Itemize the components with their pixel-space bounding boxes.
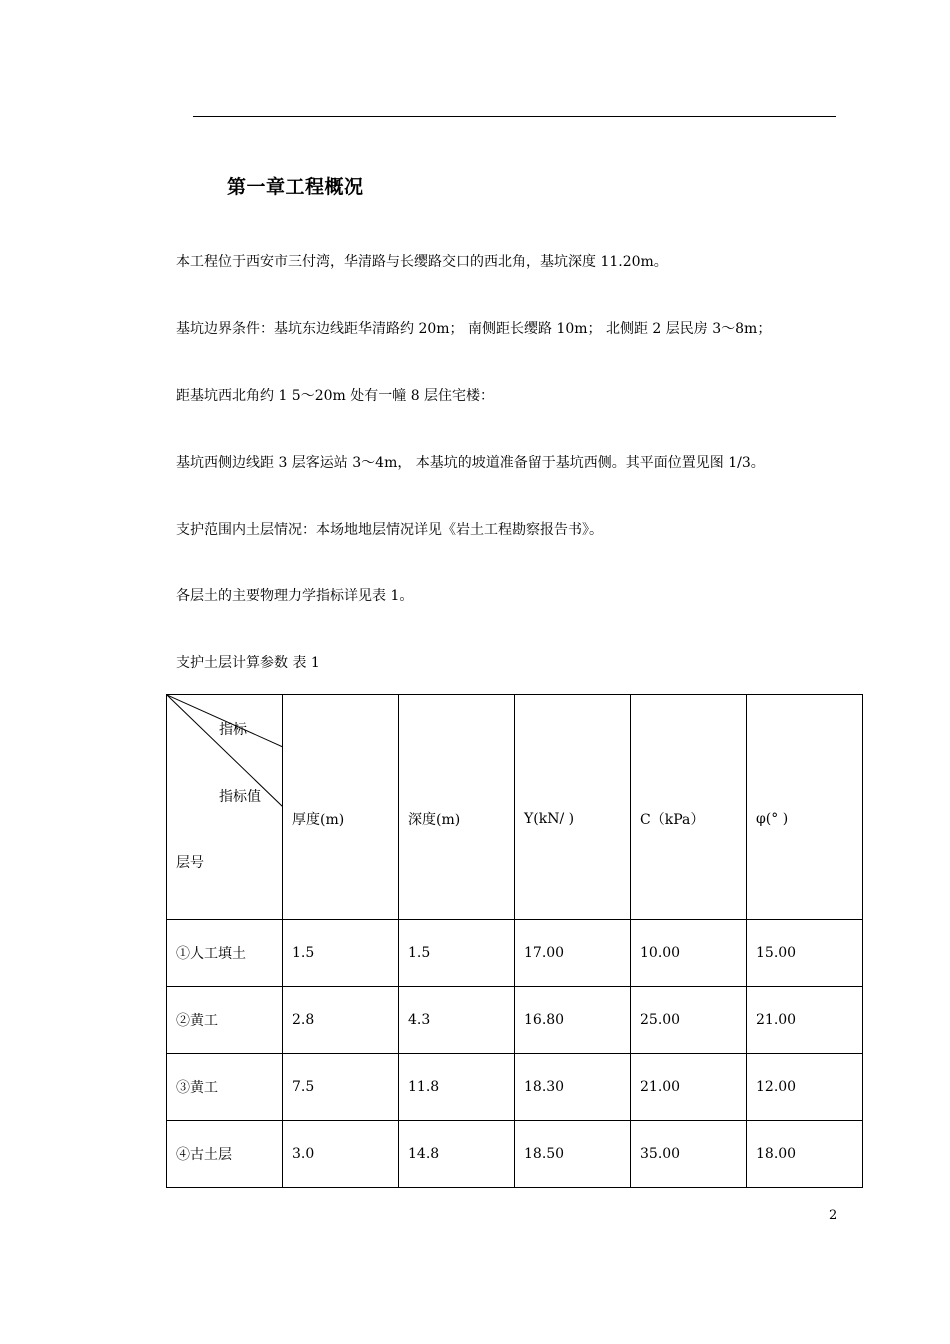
paragraph-boundary: 基坑边界条件：基坑东边线距华清路约 20m； 南侧距长缨路 10m； 北侧距 2 层民房 3～8m； bbox=[176, 321, 772, 337]
table-cell: 7.5 bbox=[283, 1054, 399, 1121]
table-cell: 4.3 bbox=[399, 987, 515, 1054]
layer-name-cell: ①人工填土 bbox=[167, 920, 283, 987]
table-cell: 21.00 bbox=[747, 987, 863, 1054]
table-cell: 11.8 bbox=[399, 1054, 515, 1121]
header-rule bbox=[193, 116, 836, 117]
layer-name-cell: ③黄工 bbox=[167, 1054, 283, 1121]
layer-name-cell: ②黄工 bbox=[167, 987, 283, 1054]
paragraph-location: 本工程位于西安市三付湾，华清路与长缨路交口的西北角，基坑深度 11.20m。 bbox=[176, 254, 668, 270]
corner-header-cell bbox=[167, 695, 283, 920]
column-header: 厚度(m) bbox=[283, 695, 399, 920]
table-cell: 3.0 bbox=[283, 1121, 399, 1188]
table-caption: 支护土层计算参数 表 1 bbox=[176, 655, 320, 671]
paragraph-west-side: 基坑西侧边线距 3 层客运站 3～4m， 本基坑的坡道准备留于基坑西侧。其平面位置见图 1/3。 bbox=[176, 455, 765, 471]
chapter-title: 第一章工程概况 bbox=[227, 176, 364, 198]
layer-name-cell: ④古土层 bbox=[167, 1121, 283, 1188]
corner-label-index: 指标 bbox=[219, 722, 247, 738]
corner-label-index-value: 指标值 bbox=[219, 789, 261, 805]
paragraph-soil-indices: 各层土的主要物理力学指标详见表 1。 bbox=[176, 588, 414, 604]
table-cell: 1.5 bbox=[399, 920, 515, 987]
corner-label-layer-no: 层号 bbox=[176, 855, 204, 871]
table-cell: 35.00 bbox=[631, 1121, 747, 1188]
table-row bbox=[167, 987, 863, 1054]
page-number: 2 bbox=[829, 1208, 838, 1223]
column-header: C（kPa） bbox=[631, 695, 747, 920]
table-cell: 15.00 bbox=[747, 920, 863, 987]
column-header: φ(° ) bbox=[747, 695, 863, 920]
table-cell: 18.00 bbox=[747, 1121, 863, 1188]
table-cell: 18.50 bbox=[515, 1121, 631, 1188]
table-row bbox=[167, 920, 863, 987]
column-header: 深度(m) bbox=[399, 695, 515, 920]
soil-parameter-table bbox=[166, 694, 863, 1188]
table-cell: 18.30 bbox=[515, 1054, 631, 1121]
table-row bbox=[167, 1054, 863, 1121]
table-cell: 2.8 bbox=[283, 987, 399, 1054]
column-header: Υ(kN/ ) bbox=[515, 695, 631, 920]
table-cell: 25.00 bbox=[631, 987, 747, 1054]
table-cell: 14.8 bbox=[399, 1121, 515, 1188]
table-header-row bbox=[167, 695, 863, 920]
table-cell: 21.00 bbox=[631, 1054, 747, 1121]
paragraph-soil-conditions: 支护范围内土层情况：本场地地层情况详见《岩土工程勘察报告书》。 bbox=[176, 522, 603, 538]
table-cell: 16.80 bbox=[515, 987, 631, 1054]
table-cell: 10.00 bbox=[631, 920, 747, 987]
table-row bbox=[167, 1121, 863, 1188]
table-cell: 17.00 bbox=[515, 920, 631, 987]
paragraph-nw-building: 距基坑西北角约 1 5～20m 处有一幢 8 层住宅楼： bbox=[176, 388, 495, 404]
table-cell: 12.00 bbox=[747, 1054, 863, 1121]
table-cell: 1.5 bbox=[283, 920, 399, 987]
